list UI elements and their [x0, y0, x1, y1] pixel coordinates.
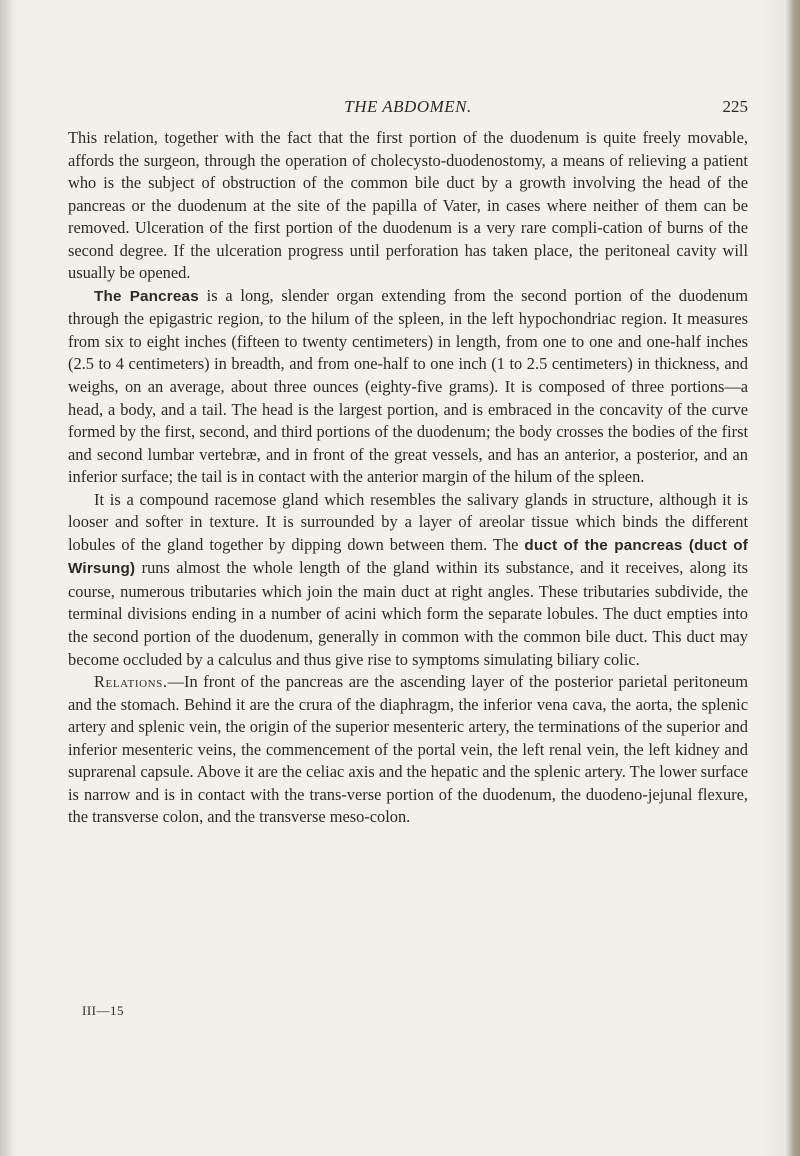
- paragraph-relations: [68, 671, 748, 829]
- paragraph-text: This relation, together with the fact that the first portion of the duodenum is quite freely movable, affords the surgeon, through the operation of cholecysto-duodenostomy, a means of relieving a patient who is the subject of obstruction of the common bile duct by a growth involving the head of the pancreas or the duodenum at the site of the papilla of Vater, in cases where neither of them can be removed. Ulceration of the first portion of the duodenum is a very rare compli-cation of burns of the second degree. If the ulceration progress until perforation has taken place, the peritoneal cavity will usually be opened.: [68, 128, 748, 283]
- running-title: THE ABDOMEN.: [344, 97, 472, 116]
- paragraph-text: is a long, slender organ extending from the second portion of the duodenum through the epigastric region, to the hilum of the spleen, in the left hypochondriac region. It measures from six to eight inches (fifteen to twenty centimeters) in length, from one to one and one-half inches (2.5 to 4 centimeters) in breadth, and from one-half to one inch (1 to 2.5 centimeters) in thickness, and weighs, on an average, about three ounces (eighty-five grams). It is composed of three portions—a head, a body, and a tail. The head is the largest portion, and is embraced in the concavity of the curve formed by the first, second, and third portions of the duodenum; the body crosses the bodies of the first and second lumbar vertebræ, and in front of the great vessels, and has an anterior, a posterior, and an inferior surface; the tail is in contact with the anterior margin of the hilum of the spleen.: [68, 285, 749, 487]
- page-gutter-shadow: [0, 0, 12, 1156]
- paragraph-duodenum-relation: [68, 127, 748, 285]
- term-duct-of-wirsung: duct of the pancreas (duct of Wirsung): [68, 536, 748, 578]
- term-relations: Relations.: [94, 672, 168, 692]
- paragraph-gland-structure: [68, 489, 748, 671]
- running-head: [68, 97, 748, 119]
- term-pancreas: The Pancreas: [94, 287, 199, 305]
- signature-mark: III—15: [82, 1003, 124, 1018]
- page-edge: [784, 0, 800, 1156]
- paragraph-text: It is a compound racemose gland which resembles the salivary glands in structure, although it is looser and softer in texture. It is surrounded by a layer of areolar tissue which binds the different lobules of the gland together by dipping down between them. The: [68, 489, 748, 554]
- paragraph-text: —In front of the pancreas are the ascending layer of the posterior parietal peritoneum and the stomach. Behind it are the crura of the diaphragm, the inferior vena cava, the aorta, the splenic artery and splenic vein, the origin of the superior mesenteric artery, the terminations of the superior and inferior mesenteric veins, the commencement of the portal vein, the left renal vein, the left kidney and suprarenal capsule. Above it are the celiac axis and the hepatic and the splenic artery. The lower surface is narrow and is in contact with the trans-verse portion of the duodenum, the duodeno-jejunal flexure, the transverse colon, and the transverse meso-colon.: [68, 672, 748, 827]
- paragraph-pancreas: [68, 285, 748, 489]
- paragraph-text: runs almost the whole length of the gland within its substance, and it receives, along its course, numerous tributaries which join the main duct at right angles. These tributaries subdivide, the terminal divisions ending in a number of acini which form the separate lobules. The duct empties into the second portion of the duodenum, generally in common with the common bile duct. This duct may become occluded by a calculus and thus give rise to symptoms simulating biliary colic.: [68, 558, 748, 669]
- body-text: [68, 127, 748, 829]
- page-number: 225: [722, 97, 748, 116]
